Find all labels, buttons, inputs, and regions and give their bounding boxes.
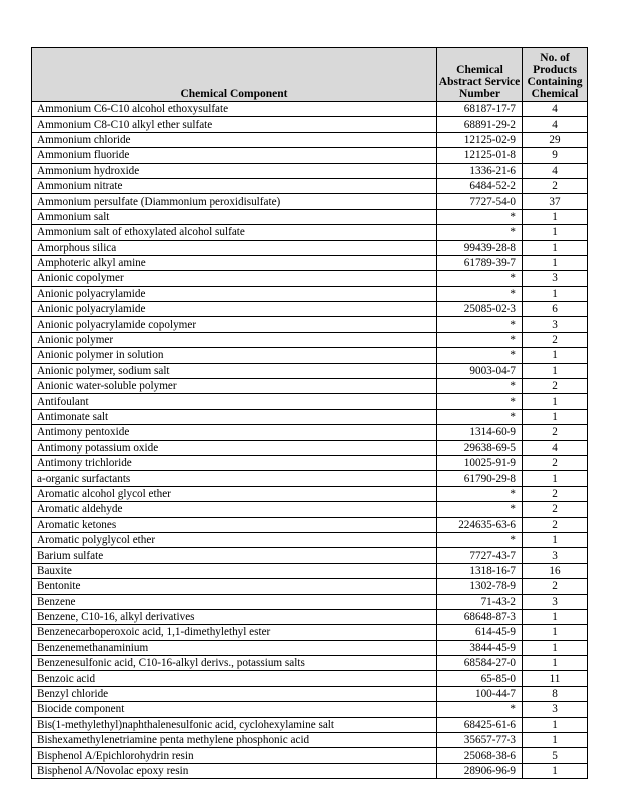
product-count-cell: 8 (523, 686, 588, 701)
product-count-cell: 3 (523, 548, 588, 563)
chemical-name-cell: Antifoulant (32, 394, 437, 409)
table-row (32, 625, 588, 640)
cas-number-cell: 68187-17-7 (437, 102, 523, 117)
chemical-name-cell: Bentonite (32, 579, 437, 594)
table-row (32, 532, 588, 547)
product-count-cell: 2 (523, 425, 588, 440)
chemical-name-cell: Bisphenol A/Epichlorohydrin resin (32, 748, 437, 763)
table-row (32, 394, 588, 409)
product-count-cell: 2 (523, 455, 588, 470)
chemical-name-cell: Amphoteric alkyl amine (32, 255, 437, 270)
table-row (32, 332, 588, 347)
table-row (32, 579, 588, 594)
chemical-name-cell: Anionic copolymer (32, 271, 437, 286)
cas-number-cell: * (437, 332, 523, 347)
table-row (32, 363, 588, 378)
chemical-name-cell: Benzenecarboperoxoic acid, 1,1-dimethylethyl ester (32, 625, 437, 640)
table-row (32, 302, 588, 317)
cas-number-cell: 9003-04-7 (437, 363, 523, 378)
chemical-name-cell: Anionic water-soluble polymer (32, 379, 437, 394)
cas-number-cell: 100-44-7 (437, 686, 523, 701)
product-count-cell: 2 (523, 379, 588, 394)
chemical-table (31, 47, 588, 779)
product-count-cell: 1 (523, 717, 588, 732)
cas-number-cell: 10025-91-9 (437, 455, 523, 470)
chemical-name-cell: Anionic polyacrylamide (32, 302, 437, 317)
cas-number-cell: * (437, 379, 523, 394)
table-row (32, 286, 588, 301)
table-row (32, 763, 588, 778)
cas-number-cell: 7727-54-0 (437, 194, 523, 209)
table-row (32, 132, 588, 147)
cas-number-cell: 12125-01-8 (437, 148, 523, 163)
cas-number-cell: 1318-16-7 (437, 563, 523, 578)
table-row (32, 455, 588, 470)
chemical-name-cell: Ammonium C6-C10 alcohol ethoxysulfate (32, 102, 437, 117)
cas-number-cell: * (437, 317, 523, 332)
product-count-cell: 2 (523, 579, 588, 594)
product-count-cell: 37 (523, 194, 588, 209)
cas-number-cell: 68584-27-0 (437, 656, 523, 671)
product-count-cell: 2 (523, 332, 588, 347)
product-count-cell: 2 (523, 502, 588, 517)
chemical-name-cell: Biocide component (32, 702, 437, 717)
cas-number-cell: 3844-45-9 (437, 640, 523, 655)
chemical-name-cell: Ammonium hydroxide (32, 163, 437, 178)
chemical-name-cell: Ammonium fluoride (32, 148, 437, 163)
table-row (32, 271, 588, 286)
chemical-name-cell: Ammonium persulfate (Diammonium peroxidisulfate) (32, 194, 437, 209)
table-row (32, 594, 588, 609)
table-header (32, 48, 588, 102)
cas-number-cell: * (437, 225, 523, 240)
chemical-name-cell: Bisphenol A/Novolac epoxy resin (32, 763, 437, 778)
table-row (32, 548, 588, 563)
chemical-name-cell: Ammonium nitrate (32, 178, 437, 193)
table-row (32, 486, 588, 501)
table-row (32, 255, 588, 270)
table-row (32, 517, 588, 532)
cas-number-cell: * (437, 286, 523, 301)
chemical-name-cell: Ammonium chloride (32, 132, 437, 147)
table-row (32, 656, 588, 671)
product-count-cell: 11 (523, 671, 588, 686)
cas-number-cell: 6484-52-2 (437, 178, 523, 193)
cas-number-cell: 71-43-2 (437, 594, 523, 609)
cas-number-cell: 12125-02-9 (437, 132, 523, 147)
chemical-name-cell: Bis(1-methylethyl)naphthalenesulfonic acid, cyclohexylamine salt (32, 717, 437, 732)
product-count-cell: 1 (523, 656, 588, 671)
chemical-name-cell: Bauxite (32, 563, 437, 578)
table-row (32, 563, 588, 578)
table-row (32, 163, 588, 178)
cas-number-cell: 65-85-0 (437, 671, 523, 686)
table-row (32, 733, 588, 748)
table-row (32, 102, 588, 117)
product-count-cell: 1 (523, 640, 588, 655)
table-row (32, 348, 588, 363)
chemical-name-cell: Anionic polyacrylamide copolymer (32, 317, 437, 332)
product-count-cell: 3 (523, 271, 588, 286)
chemical-name-cell: Ammonium C8-C10 alkyl ether sulfate (32, 117, 437, 132)
product-count-cell: 1 (523, 240, 588, 255)
table-row (32, 748, 588, 763)
cas-number-cell: * (437, 486, 523, 501)
product-count-cell: 2 (523, 517, 588, 532)
cas-number-cell: 68648-87-3 (437, 609, 523, 624)
table-row (32, 640, 588, 655)
cas-number-cell: * (437, 532, 523, 547)
product-count-cell: 1 (523, 763, 588, 778)
product-count-cell: 1 (523, 348, 588, 363)
chemical-name-cell: Barium sulfate (32, 548, 437, 563)
product-count-cell: 1 (523, 255, 588, 270)
cas-number-cell: 614-45-9 (437, 625, 523, 640)
product-count-cell: 1 (523, 363, 588, 378)
cas-number-cell: 35657-77-3 (437, 733, 523, 748)
chemical-name-cell: Ammonium salt of ethoxylated alcohol sulfate (32, 225, 437, 240)
header-product-count: No. of Products Containing Chemical (523, 48, 588, 102)
product-count-cell: 2 (523, 486, 588, 501)
chemical-name-cell: Aromatic ketones (32, 517, 437, 532)
table-row (32, 379, 588, 394)
product-count-cell: 1 (523, 209, 588, 224)
header-chemical-component: Chemical Component (32, 48, 437, 102)
product-count-cell: 1 (523, 286, 588, 301)
product-count-cell: 1 (523, 225, 588, 240)
table-row (32, 209, 588, 224)
chemical-name-cell: Antimony potassium oxide (32, 440, 437, 455)
chemical-name-cell: a-organic surfactants (32, 471, 437, 486)
table-row (32, 686, 588, 701)
chemical-name-cell: Antimonate salt (32, 409, 437, 424)
cas-number-cell: 68425-61-6 (437, 717, 523, 732)
cas-number-cell: * (437, 702, 523, 717)
table-row (32, 225, 588, 240)
table-row (32, 425, 588, 440)
product-count-cell: 4 (523, 163, 588, 178)
cas-number-cell: * (437, 409, 523, 424)
chemical-name-cell: Antimony trichloride (32, 455, 437, 470)
table-row (32, 194, 588, 209)
product-count-cell: 1 (523, 532, 588, 547)
table-row (32, 240, 588, 255)
chemical-name-cell: Benzene, C10-16, alkyl derivatives (32, 609, 437, 624)
product-count-cell: 3 (523, 594, 588, 609)
cas-number-cell: * (437, 502, 523, 517)
cas-number-cell: 25068-38-6 (437, 748, 523, 763)
product-count-cell: 4 (523, 440, 588, 455)
product-count-cell: 1 (523, 394, 588, 409)
chemical-name-cell: Antimony pentoxide (32, 425, 437, 440)
table-body (32, 102, 588, 779)
product-count-cell: 2 (523, 178, 588, 193)
product-count-cell: 16 (523, 563, 588, 578)
product-count-cell: 3 (523, 317, 588, 332)
cas-number-cell: 25085-02-3 (437, 302, 523, 317)
chemical-name-cell: Aromatic alcohol glycol ether (32, 486, 437, 501)
product-count-cell: 1 (523, 471, 588, 486)
chemical-name-cell: Benzenemethanaminium (32, 640, 437, 655)
product-count-cell: 1 (523, 733, 588, 748)
cas-number-cell: 68891-29-2 (437, 117, 523, 132)
header-cas-number: Chemical Abstract Service Number (437, 48, 523, 102)
chemical-name-cell: Benzene (32, 594, 437, 609)
table-row (32, 117, 588, 132)
header-row (32, 48, 588, 102)
product-count-cell: 5 (523, 748, 588, 763)
chemical-name-cell: Aromatic polyglycol ether (32, 532, 437, 547)
cas-number-cell: 1302-78-9 (437, 579, 523, 594)
cas-number-cell: 99439-28-8 (437, 240, 523, 255)
cas-number-cell: 1314-60-9 (437, 425, 523, 440)
cas-number-cell: * (437, 209, 523, 224)
chemical-name-cell: Anionic polymer, sodium salt (32, 363, 437, 378)
product-count-cell: 1 (523, 625, 588, 640)
table-row (32, 148, 588, 163)
chemical-name-cell: Aromatic aldehyde (32, 502, 437, 517)
product-count-cell: 3 (523, 702, 588, 717)
table-row (32, 440, 588, 455)
table-row (32, 471, 588, 486)
cas-number-cell: 224635-63-6 (437, 517, 523, 532)
product-count-cell: 29 (523, 132, 588, 147)
cas-number-cell: 61789-39-7 (437, 255, 523, 270)
product-count-cell: 9 (523, 148, 588, 163)
chemical-name-cell: Ammonium salt (32, 209, 437, 224)
table-row (32, 317, 588, 332)
table-row (32, 502, 588, 517)
cas-number-cell: 1336-21-6 (437, 163, 523, 178)
product-count-cell: 1 (523, 609, 588, 624)
product-count-cell: 6 (523, 302, 588, 317)
product-count-cell: 4 (523, 117, 588, 132)
cas-number-cell: * (437, 271, 523, 286)
chemical-name-cell: Amorphous silica (32, 240, 437, 255)
cas-number-cell: 28906-96-9 (437, 763, 523, 778)
cas-number-cell: * (437, 348, 523, 363)
cas-number-cell: * (437, 394, 523, 409)
table-row (32, 671, 588, 686)
chemical-name-cell: Bishexamethylenetriamine penta methylene phosphonic acid (32, 733, 437, 748)
table-row (32, 178, 588, 193)
chemical-name-cell: Anionic polymer in solution (32, 348, 437, 363)
cas-number-cell: 7727-43-7 (437, 548, 523, 563)
cas-number-cell: 29638-69-5 (437, 440, 523, 455)
chemical-name-cell: Benzyl chloride (32, 686, 437, 701)
cas-number-cell: 61790-29-8 (437, 471, 523, 486)
product-count-cell: 4 (523, 102, 588, 117)
chemical-name-cell: Anionic polymer (32, 332, 437, 347)
table-row (32, 702, 588, 717)
chemical-name-cell: Benzenesulfonic acid, C10-16-alkyl derivs., potassium salts (32, 656, 437, 671)
chemical-name-cell: Benzoic acid (32, 671, 437, 686)
table-row (32, 609, 588, 624)
table-row (32, 409, 588, 424)
chemical-name-cell: Anionic polyacrylamide (32, 286, 437, 301)
product-count-cell: 1 (523, 409, 588, 424)
table-row (32, 717, 588, 732)
